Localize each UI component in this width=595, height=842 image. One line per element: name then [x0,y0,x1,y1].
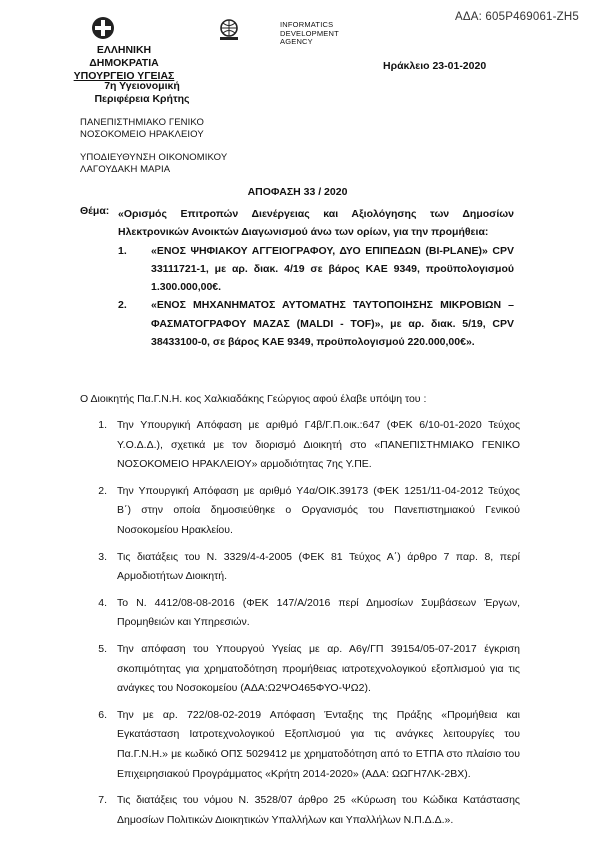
ministry-name: ΥΠΟΥΡΓΕΙΟ ΥΓΕΙΑΣ [73,70,175,82]
subdirectorate-line2: ΛΑΓΟΥΔΑΚΗ ΜΑΡΙΑ [80,164,171,175]
list-item-text: Το Ν. 4412/08-08-2016 (ΦΕΚ 147/Α/2016 περί Δημοσίων Συμβάσεων Έργων, Προμηθειών και Υπηρεσιών. [117,596,520,629]
list-item-text: Την Υπουργική Απόφαση με αριθμό Γ4β/Γ.Π.οικ.:647 (ΦΕΚ 6/10-01-2020 Τεύχος Υ.Ο.Δ.Δ.), σχετικά με τον διορισμό Διοικητή στο «ΠΑΝΕΠΙΣΤΗΜΙΑΚΟ ΓΕΝΙΚΟ ΝΟΣΟΚΟΜΕΙΟ ΗΡΑΚΛΕΙΟΥ» αρμοδιότητας 7ης Υ.ΠΕ. [117,419,520,471]
subject-item-number: 2. [118,299,127,312]
republic-name: ΕΛΛΗΝΙΚΗ ΔΗΜΟΚΡΑΤΙΑ [89,44,159,69]
subject-block [118,205,514,351]
list-item-number: 4. [98,596,107,609]
list-item-number: 3. [98,550,107,563]
list-item-number: 1. [98,419,107,431]
hospital-line2: ΝΟΣΟΚΟΜΕΙΟ ΗΡΑΚΛΕΙΟΥ [80,129,204,140]
list-item-number: 7. [98,794,107,807]
list-item-number: 2. [98,484,107,497]
list-item [80,706,520,784]
ida-line3: AGENCY [280,37,313,46]
subject-item-text: «ΕΝΟΣ ΨΗΦΙΑΚΟΥ ΑΓΓΕΙΟΓΡΑΦΟΥ, ΔΥΟ ΕΠΙΠΕΔΩΝ (BI-PLANE)» CPV 33111721-1, με αρ. διακ. 4/19 σε βάρος ΚΑΕ 9349, προϋπολογισμού 1.300.000,00€. [151,244,514,294]
subject-item-number: 1. [118,244,127,257]
list-item-text: Την με αρ. 722/08-02-2019 Απόφαση Ένταξης της Πράξης «Προμήθεια και Εγκατάσταση Ιατροτεχνολογικού Εξοπλισμού για τις ανάγκες λειτουργίες του Πα.Γ.Ν.Η.» με κωδικό ΟΠΣ 5029412 με χρηματοδότηση από το ΕΤΠΑ στο πλαίσιο του Επιχειρησιακού Προγράμματος «Κρήτη 2014-2020» (ΑΔΑ: ΩΩΓΗ7ΛΚ-2ΒΧ). [117,708,520,780]
health-region-line2: Περιφέρεια Κρήτης [94,93,190,105]
considerations-list [80,416,520,837]
list-item [80,594,520,633]
list-item-text: Την απόφαση του Υπουργού Υγείας με αρ. Α6γ/ΓΠ 39154/05-07-2017 έγκριση σκοπιμότητας για χρηματοδότηση προμήθειας ιατροτεχνολογικού εξοπλισμού για τις ανάγκες του Νοσοκομείου (ΑΔΑ:Ω2ΨΟ465ΦΥΟ-ΨΩ2). [117,642,520,695]
subject-item-text: «ΕΝΟΣ ΜΗΧΑΝΗΜΑΤΟΣ ΑΥΤΟΜΑΤΗΣ ΤΑΥΤΟΠΟΙΗΣΗΣ ΜΙΚΡΟΒΙΩΝ – ΦΑΣΜΑΤΟΓΡΑΦΟΥ ΜΑΖΑΣ (MALDI - TOF)», με αρ. διακ. 5/19, CPV 38433100-0, σε βάρος ΚΑΕ 9349, προϋπολογισμού 220.000,00€». [151,299,514,349]
health-region-line1: 7η Υγειονομική [104,80,180,92]
list-item-number: 6. [98,708,107,721]
list-item-text: Την Υπουργική Απόφαση με αριθμό Υ4α/ΟΙΚ.39173 (ΦΕΚ 1251/11-04-2012 Τεύχος Β΄) στην οποία δημοσιεύθηκε ο Οργανισμός του Πανεπιστημιακού Γενικού Νοσοκομείου Ηρακλείου. [117,484,520,536]
list-item [80,791,520,830]
ida-logo-icon [218,19,240,41]
republic-heading [62,44,186,83]
hospital-line1: ΠΑΝΕΠΙΣΤΗΜΙΑΚΟ ΓΕΝΙΚΟ [80,117,204,128]
list-item-text: Τις διατάξεις του νόμου Ν. 3528/07 άρθρο 25 «Κύρωση του Κώδικα Κατάστασης Δημοσίων Πολιτικών Διοικητικών Υπαλλήλων και Υπαλλήλων Ν.Π.Δ.Δ.». [117,794,520,826]
greek-emblem-icon [90,16,116,40]
list-item [80,416,520,475]
subject-item [118,296,514,351]
list-item [80,482,520,541]
subdirectorate-line1: ΥΠΟΔΙΕΥΘΥΝΣΗ ΟΙΚΟΝΟΜΙΚΟΥ [80,152,228,163]
intro-text: Ο Διοικητής Πα.Γ.Ν.Η. κος Χαλκιαδάκης Γεώργιος αφού έλαβε υπόψη του : [80,393,427,405]
subject-label: Θέμα: [80,205,110,217]
ida-line2: DEVELOPMENT [280,28,339,38]
list-item-number: 5. [98,642,107,655]
ida-line1: INFORMATICS [280,20,334,29]
list-item [80,640,520,699]
ada-code: ΑΔΑ: 605Ρ469061-ΖΗ5 [455,11,579,23]
subdirectorate [80,152,227,176]
hospital-name [80,117,204,141]
ida-agency-name [280,21,339,47]
subject-item [118,242,514,297]
place-date: Ηράκλειο 23-01-2020 [383,60,487,72]
health-region [82,80,202,106]
list-item-text: Τις διατάξεις του Ν. 3329/4-4-2005 (ΦΕΚ 81 Τεύχος Α΄) άρθρο 7 παρ. 8, περί Αρμοδιοτήτων Διοικητή. [117,550,520,583]
list-item [80,548,520,587]
decision-title: ΑΠΟΦΑΣΗ 33 / 2020 [247,186,348,198]
subject-text: «Ορισμός Επιτροπών Διενέργειας και Αξιολόγησης των Δημοσίων Ηλεκτρονικών Ανοικτών Διαγωνισμού άνω των ορίων, για την προμήθεια: [118,208,514,239]
